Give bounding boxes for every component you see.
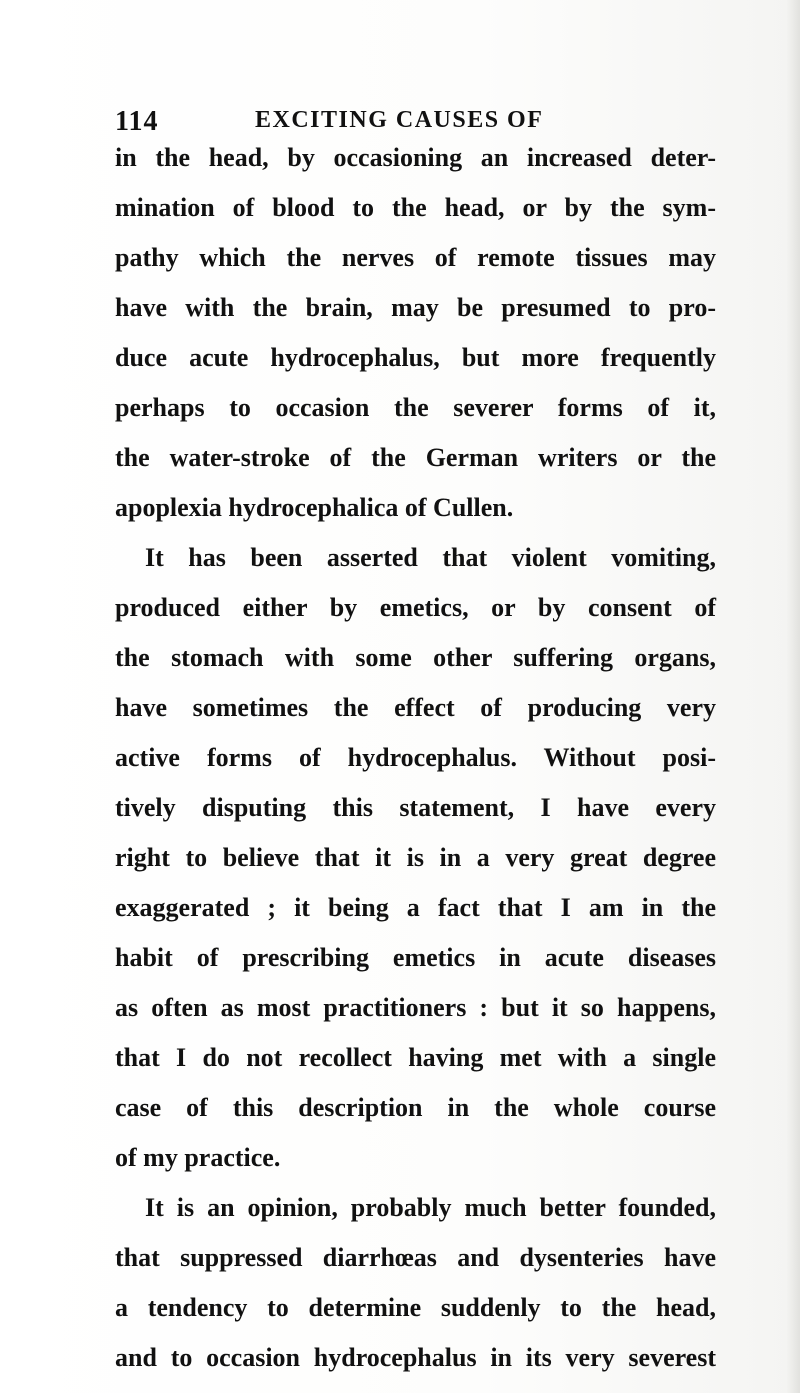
text-line: have sometimes the effect of producing very: [115, 693, 716, 722]
running-head: EXCITING CAUSES OF: [255, 107, 544, 133]
text-line: habit of prescribing emetics in acute diseases: [115, 943, 716, 972]
text-line: in the head, by occasioning an increased deter-: [115, 143, 716, 172]
text-line: case of this description in the whole course: [115, 1093, 716, 1122]
text-line: mination of blood to the head, or by the sym-: [115, 193, 716, 222]
text-line: and to occasion hydrocephalus in its very severest: [115, 1343, 716, 1372]
text-line: the water-stroke of the German writers or the: [115, 443, 716, 472]
text-line: produced either by emetics, or by consent of: [115, 593, 716, 622]
text-line: exaggerated ; it being a fact that I am in the: [115, 893, 716, 922]
text-line: a tendency to determine suddenly to the head,: [115, 1293, 716, 1322]
text-line: that suppressed diarrhœas and dysenteries have: [115, 1243, 716, 1272]
text-line: tively disputing this statement, I have every: [115, 793, 716, 822]
page-number: 114: [115, 106, 159, 137]
text-line: active forms of hydrocephalus. Without posi-: [115, 743, 716, 772]
body-text: [115, 133, 716, 1383]
text-line: pathy which the nerves of remote tissues may: [115, 243, 716, 272]
page-edge-shadow: [786, 0, 800, 1393]
text-line: the stomach with some other suffering organs,: [115, 643, 716, 672]
text-line: have with the brain, may be presumed to pro-: [115, 293, 716, 322]
text-line: as often as most practitioners : but it so happens,: [115, 993, 716, 1022]
paragraph-start-line: It has been asserted that violent vomiting,: [145, 543, 716, 572]
text-line: perhaps to occasion the severer forms of it,: [115, 393, 716, 422]
text-line: that I do not recollect having met with a single: [115, 1043, 716, 1072]
text-line: of my practice.: [115, 1143, 281, 1172]
text-line: duce acute hydrocephalus, but more frequently: [115, 343, 716, 372]
text-line: right to believe that it is in a very great degree: [115, 843, 716, 872]
text-line: apoplexia hydrocephalica of Cullen.: [115, 493, 514, 522]
paragraph-start-line: It is an opinion, probably much better founded,: [145, 1193, 716, 1222]
